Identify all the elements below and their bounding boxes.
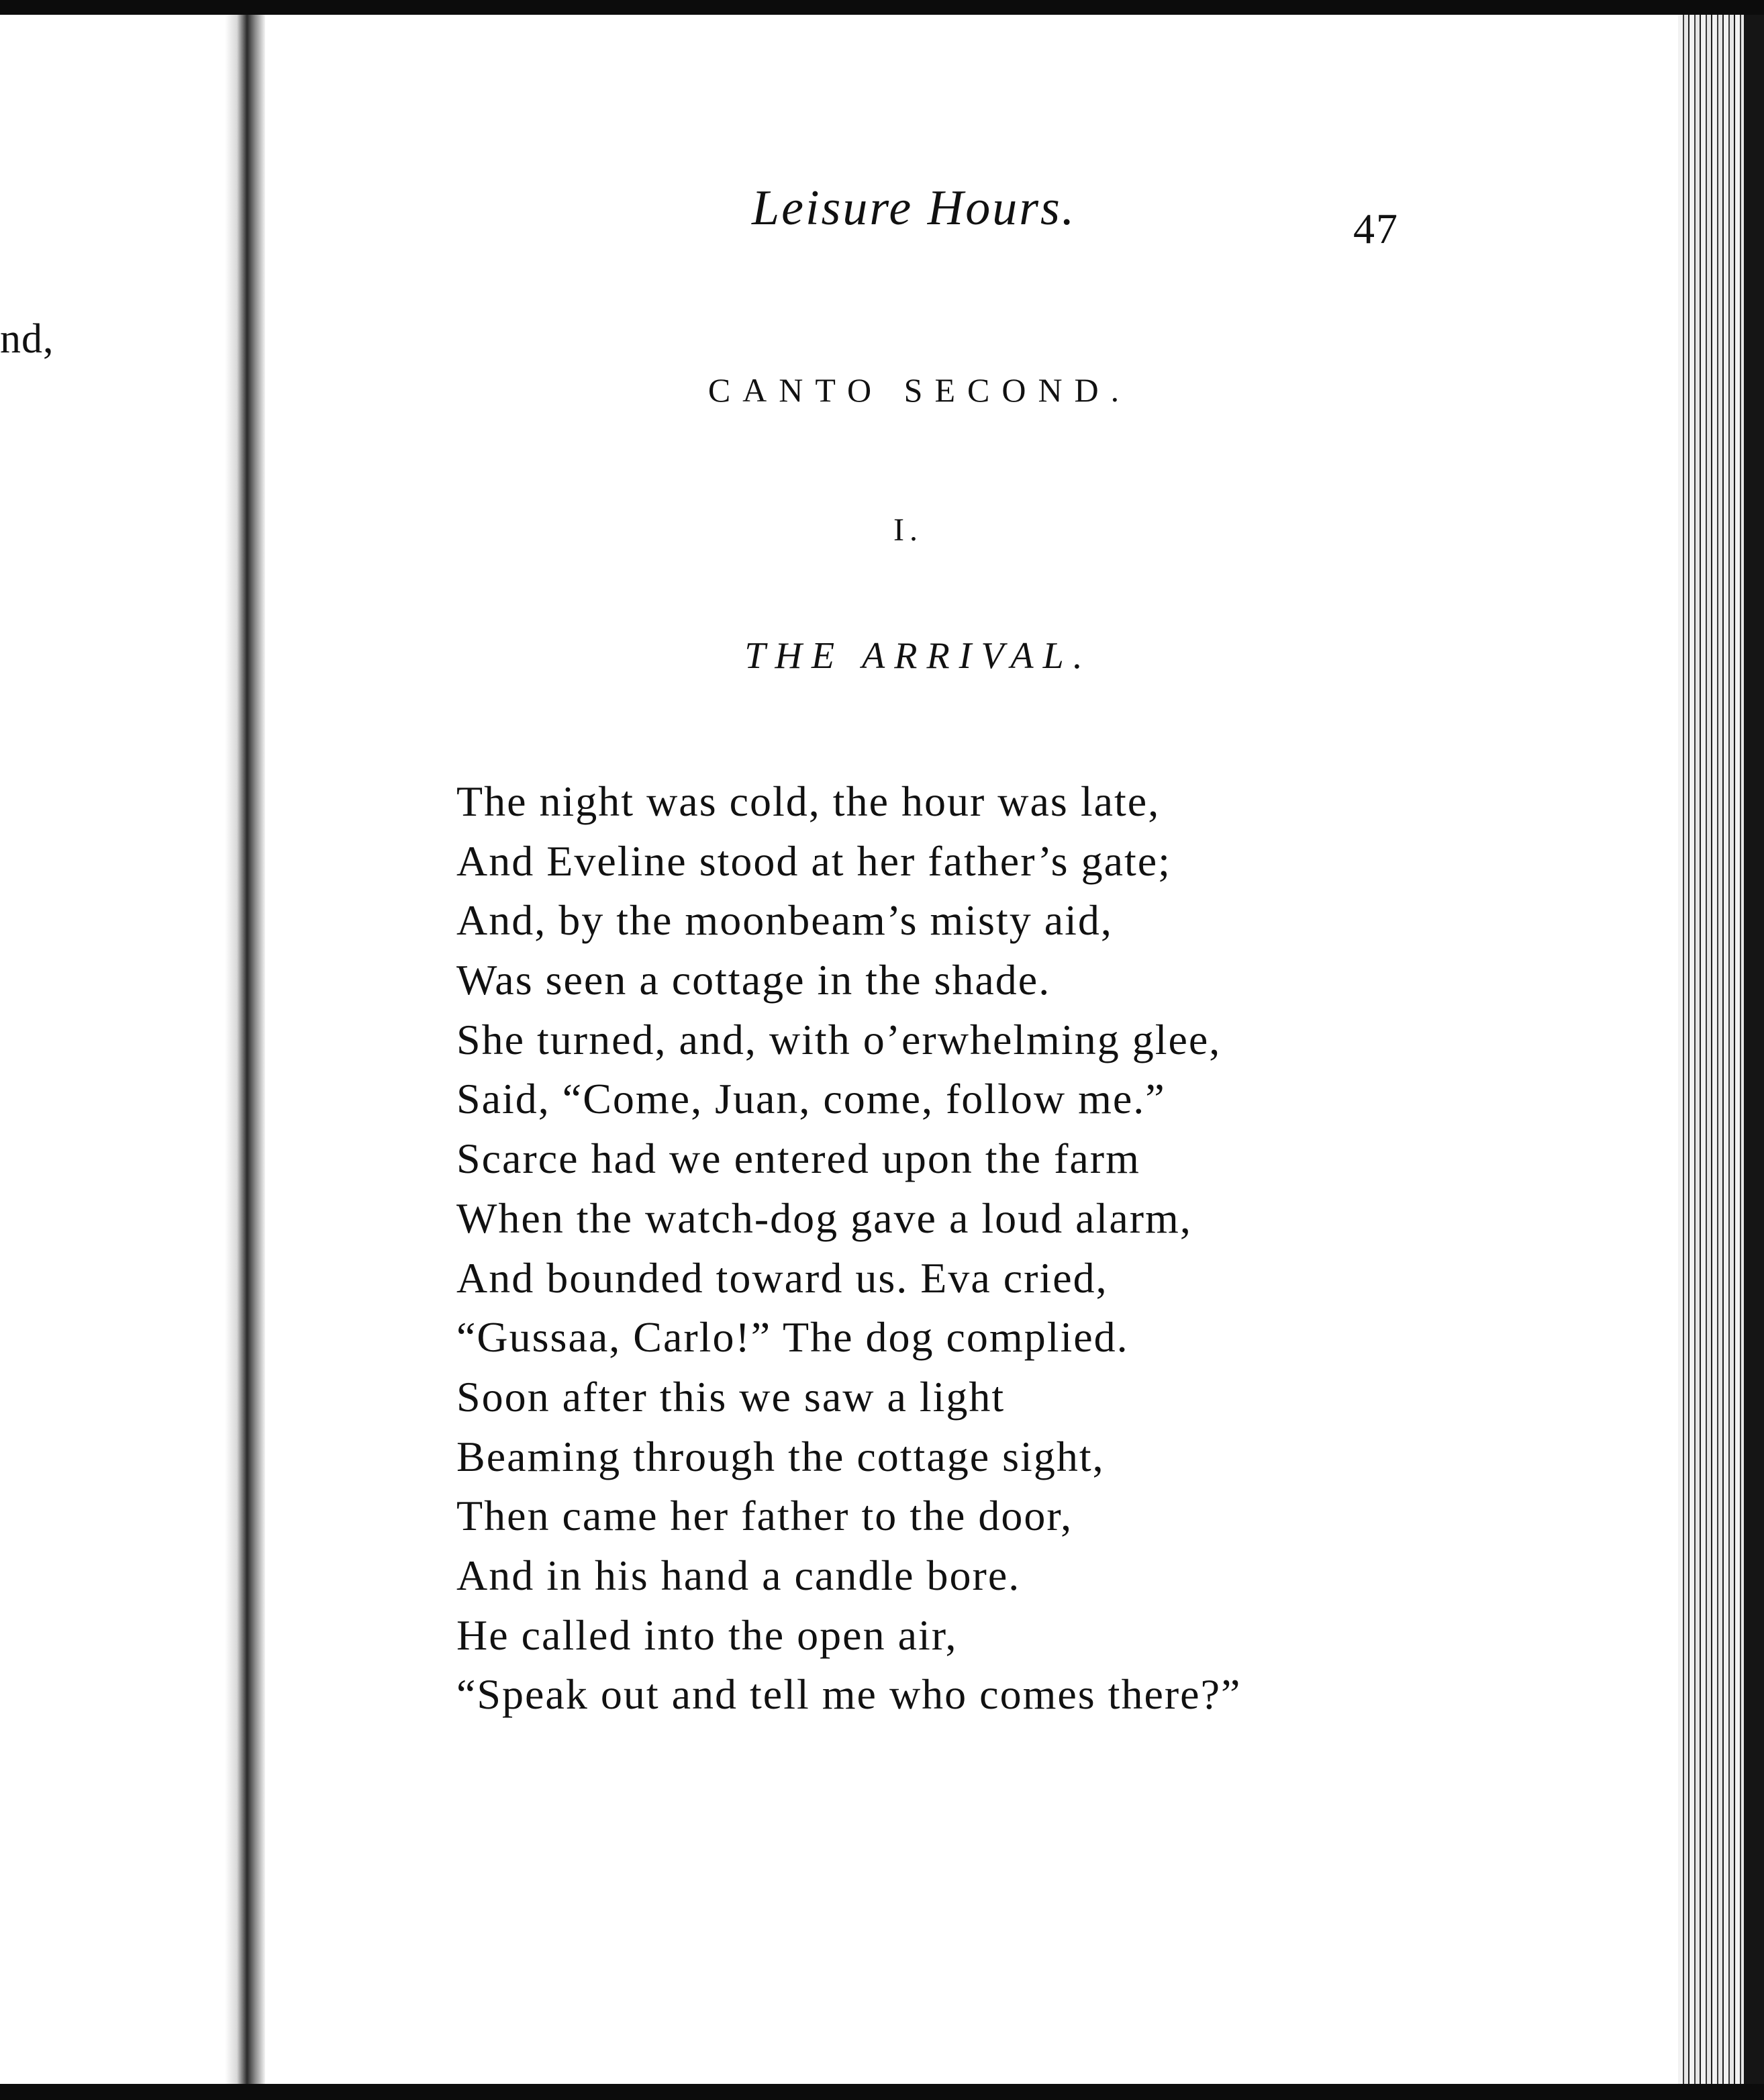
poem-line: She turned, and, with o’erwhelming glee, <box>456 1015 1222 1063</box>
section-title: THE ARRIVAL. <box>744 635 1092 677</box>
poem-line: He called into the open air, <box>456 1611 958 1659</box>
poem-line: And Eveline stood at her father’s gate; <box>456 837 1171 885</box>
poem-line: Scarce had we entered upon the farm <box>456 1135 1140 1183</box>
poem-line: And, by the moonbeam’s misty aid, <box>456 896 1113 945</box>
poem-line: And in his hand a candle bore. <box>456 1551 1021 1599</box>
poem-line: “Gussaa, Carlo!” The dog complied. <box>456 1313 1129 1362</box>
section-number: I. <box>893 512 923 548</box>
book-right-edge <box>1744 15 1764 2084</box>
poem-line: Soon after this we saw a light <box>456 1372 1006 1421</box>
poem-line: When the watch-dog gave a loud alarm, <box>456 1194 1192 1242</box>
book-bottom-edge <box>0 2084 1764 2100</box>
poem-line: Was seen a cottage in the shade. <box>456 956 1051 1004</box>
poem-stanza <box>456 772 1241 1725</box>
left-page-text-fragment: nd, <box>0 316 54 362</box>
poem-line: Said, “Come, Juan, come, follow me.” <box>456 1075 1166 1123</box>
left-facing-page <box>0 15 232 2084</box>
page-number: 47 <box>1353 205 1399 252</box>
canto-title: CANTO SECOND. <box>707 371 1132 409</box>
poem-line: And bounded toward us. Eva cried, <box>456 1253 1108 1302</box>
poem-line: “Speak out and tell me who comes there?” <box>456 1670 1242 1719</box>
poem-line: Then came her father to the door, <box>456 1492 1073 1540</box>
book-gutter-shadow <box>225 15 265 2084</box>
book-top-edge <box>0 0 1764 15</box>
poem-line: The night was cold, the hour was late, <box>456 777 1161 825</box>
poem-line: Beaming through the cottage sight, <box>456 1432 1105 1480</box>
running-title: Leisure Hours. <box>752 181 1077 236</box>
